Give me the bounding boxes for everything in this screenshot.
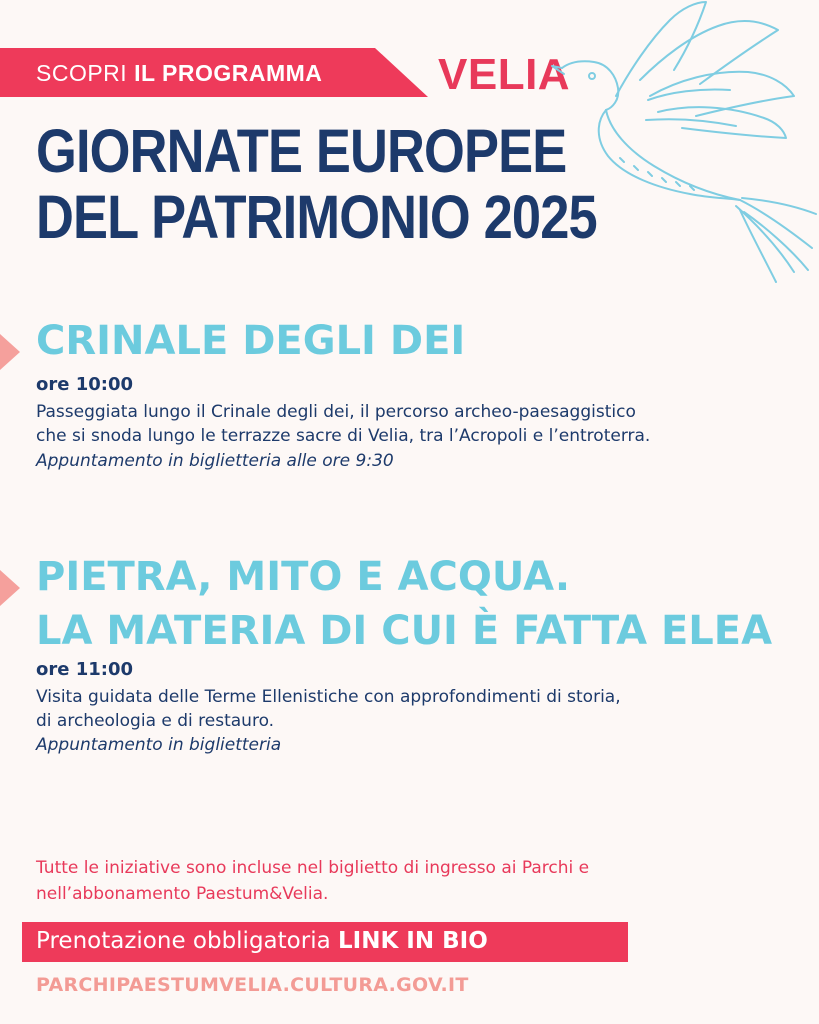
event-title-line: CRINALE DEGLI DEI (36, 318, 466, 364)
main-title (36, 118, 597, 250)
banner-scopri: SCOPRI (36, 60, 135, 86)
note-line: Tutte le iniziative sono incluse nel biglietto di ingresso ai Parchi e (36, 858, 590, 878)
event-note: Appuntamento in biglietteria alle ore 9:30 (36, 451, 394, 471)
event-title (36, 550, 772, 658)
event-time: ore 10:00 (36, 374, 134, 395)
event-description (36, 685, 621, 733)
note-line: nell’abbonamento Paestum&Velia. (36, 884, 329, 904)
description-line: Visita guidata delle Terme Ellenistiche con approfondimenti di storia, (36, 687, 621, 707)
arrow-marker-icon (0, 334, 20, 370)
banner-label (36, 60, 322, 87)
website-url[interactable]: PARCHIPAESTUMVELIA.CULTURA.GOV.IT (36, 974, 469, 996)
event-description (36, 400, 650, 448)
inclusion-note (36, 855, 589, 907)
event-title-line: PIETRA, MITO E ACQUA. (36, 554, 571, 600)
title-line-1: GIORNATE EUROPEE (36, 117, 567, 185)
description-line: Passeggiata lungo il Crinale degli dei, il percorso archeo-paesaggistico (36, 402, 636, 422)
event-title (36, 314, 465, 368)
link-in-bio[interactable]: LINK IN BIO (338, 928, 488, 954)
booking-label: Prenotazione obbligatoria (36, 928, 338, 954)
event-note: Appuntamento in biglietteria (36, 735, 282, 755)
description-line: di archeologia e di restauro. (36, 711, 275, 731)
description-line: che si snoda lungo le terrazze sacre di Velia, tra l’Acropoli e l’entroterra. (36, 426, 651, 446)
title-line-2: DEL PATRIMONIO 2025 (36, 183, 597, 251)
event-time: ore 11:00 (36, 659, 134, 680)
event-title-line: LA MATERIA DI CUI È FATTA ELEA (36, 608, 773, 654)
booking-text (36, 928, 488, 954)
location-label: VELIA (438, 50, 571, 99)
arrow-marker-icon (0, 570, 20, 606)
banner-programma: IL PROGRAMMA (134, 60, 323, 86)
